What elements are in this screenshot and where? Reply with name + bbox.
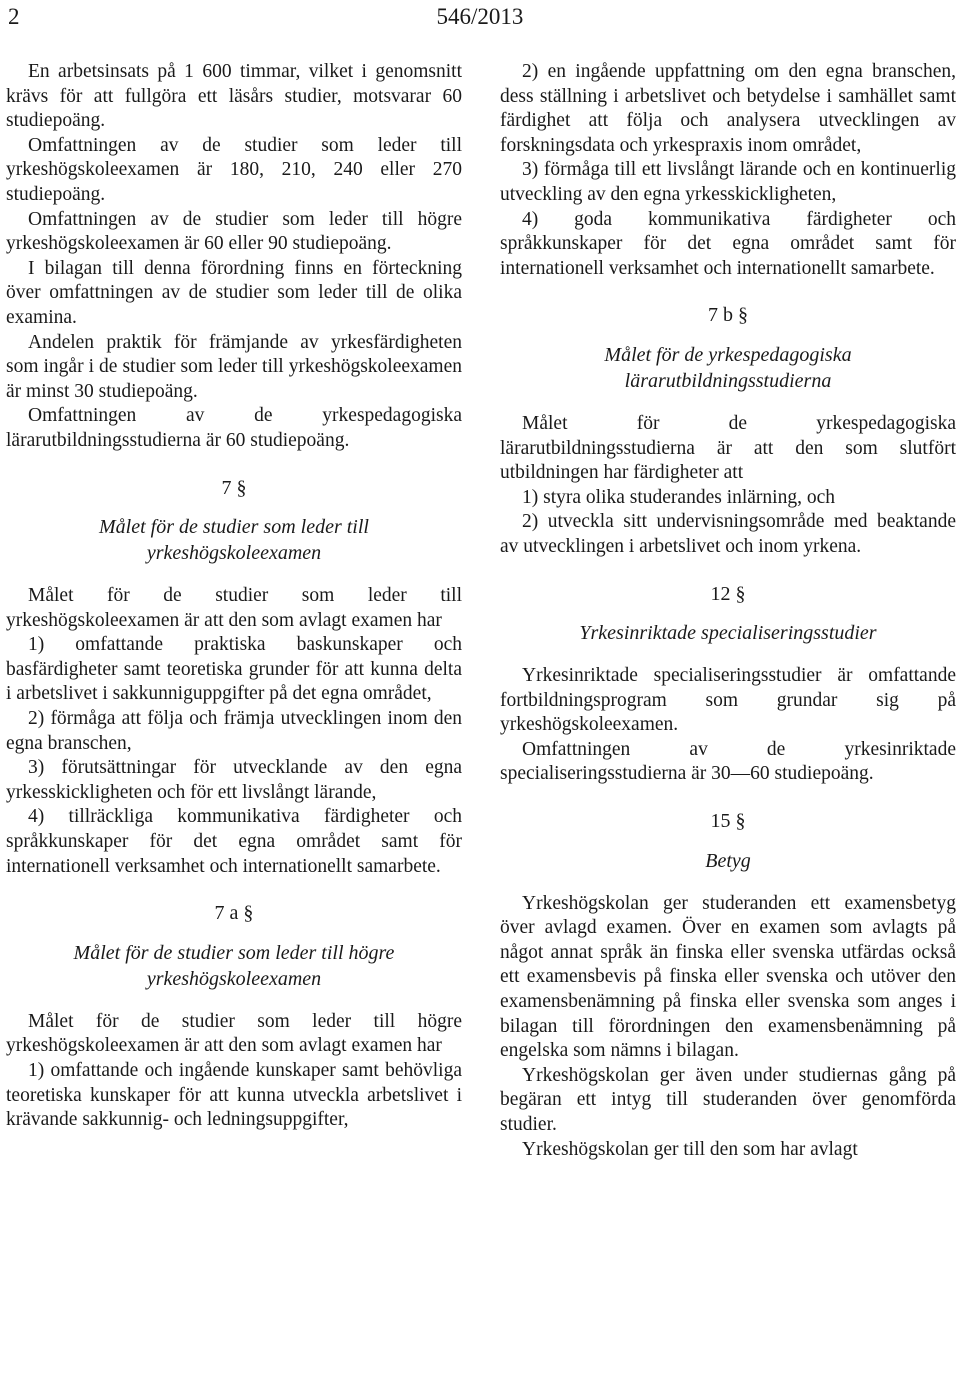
- paragraph: Andelen praktik för främjande av yrkesfärdigheten som ingår i de studier som leder till yrkeshögskoleexamen är minst 30 studiepoäng.: [6, 331, 462, 402]
- paragraph: Omfattningen av de yrkespedagogiska lärarutbildningsstudierna är 60 studiepoäng.: [6, 405, 462, 451]
- paragraph: Omfattningen av de yrkesinriktade specialiseringsstudierna är 30—60 studiepoäng.: [500, 738, 956, 785]
- section-title: [500, 342, 956, 394]
- section-number: 12 §: [710, 582, 746, 605]
- paragraph: I bilagan till denna förordning finns en förteckning över omfattningen av de studier som leder till de olika examina.: [6, 257, 462, 328]
- section-title: [500, 848, 956, 874]
- paragraph: Yrkeshögskolan ger till den som har avlagt: [522, 1138, 858, 1160]
- section-title: [6, 514, 462, 566]
- page-number: 2: [8, 4, 20, 29]
- section-number: 7 §: [221, 476, 247, 499]
- paragraph: Målet för de yrkespedagogiska lärarutbildningsstudierna är att den som slutfört utbildningen har färdigheter att: [500, 412, 956, 484]
- right-column: [500, 60, 956, 1162]
- list-item: 1) omfattande praktiska baskunskaper och basfärdigheter samt teoretiska grunder för att kunna delta i arbetslivet i sakkunniguppgifter på det egna området,: [6, 634, 462, 705]
- section-title-line: Målet för de studier som leder till: [99, 516, 369, 539]
- section-title-line: Målet för de yrkespedagogiska: [604, 343, 852, 366]
- section-number: 15 §: [710, 810, 746, 833]
- section-number: 7 b §: [708, 304, 748, 327]
- page-header: [0, 0, 960, 40]
- section-title-line: yrkeshögskoleexamen: [146, 967, 322, 990]
- paragraph: Omfattningen av de studier som leder till yrkeshögskoleexamen är 180, 210, 240 eller 270 studiepoäng.: [6, 134, 462, 205]
- paragraph: En arbetsinsats på 1 600 timmar, vilket i genomsnitt krävs för att fullgöra ett läsårs studier, motsvarar 60 studiepoäng.: [6, 61, 462, 132]
- section-title-line: Yrkesinriktade specialiseringsstudier: [579, 622, 877, 645]
- statute-number: 546/2013: [436, 4, 524, 29]
- section-title-line: yrkeshögskoleexamen: [146, 542, 322, 565]
- section-title-line: lärarutbildningsstudierna: [624, 369, 832, 392]
- section-title-line: Målet för de studier som leder till högre: [73, 941, 395, 964]
- list-item: 4) tillräckliga kommunikativa färdigheter och språkkunskaper för det egna området samt för internationell verksamhet och internationellt samarbete.: [6, 806, 462, 877]
- paragraph: Målet för de studier som leder till yrkeshögskoleexamen är att den som avlagt examen har: [6, 585, 462, 631]
- list-item: 4) goda kommunikativa färdigheter och språkkunskaper för det egna området samt för internationell verksamhet och internationellt samarbete.: [500, 208, 956, 279]
- paragraph: Omfattningen av de studier som leder till högre yrkeshögskoleexamen är 60 eller 90 studiepoäng.: [6, 208, 462, 255]
- list-item: 2) en ingående uppfattning om den egna branschen, dess ställning i arbetslivet och betydelse i samhället samt färdighet att följa och analysera utvecklingen av forskningsdata och yrkespraxis inom området,: [500, 61, 956, 156]
- paragraph: Målet för de studier som leder till högre yrkeshögskoleexamen är att den som avlagt examen har: [6, 1010, 462, 1057]
- list-item: 1) styra olika studerandes inlärning, och: [522, 486, 835, 508]
- list-item: 1) omfattande och ingående kunskaper samt behövliga teoretiska kunskaper för att kunna utveckla arbetslivet i krävande sakkunnig- och ledningsuppgifter,: [6, 1060, 462, 1131]
- section-title: [500, 620, 956, 646]
- section-title-line: Betyg: [705, 849, 751, 872]
- list-item: 3) förutsättningar för utvecklande av den egna yrkesskickligheten och för ett livslångt lärande,: [6, 757, 462, 803]
- paragraph: Yrkeshögskolan ger även under studiernas gång på begäran ett intyg till studeranden över genomförda studier.: [500, 1064, 956, 1135]
- paragraph: Yrkeshögskolan ger studeranden ett examensbetyg över avlagd examen. Över en examen som avlagts på något annat språk än finska eller svenska utfärdas också ett examensbevis på finska eller svenska och utöver den examensbenämning på finska eller svenska som anges i bilagan till förordningen den examensbenämning på engelska som nämns i bilagan.: [500, 892, 956, 1062]
- left-column: [6, 60, 462, 1133]
- section-number: 7 a §: [214, 902, 254, 925]
- list-item: 2) utveckla sitt undervisningsområde med beaktande av utvecklingen i arbetslivet och inom yrkena.: [500, 511, 956, 557]
- list-item: 3) förmåga till ett livslångt lärande och en kontinuerlig utveckling av den egna yrkesskickligheten,: [500, 159, 956, 205]
- list-item: 2) förmåga att följa och främja utvecklingen inom den egna branschen,: [6, 708, 462, 754]
- section-title: [6, 940, 462, 992]
- paragraph: Yrkesinriktade specialiseringsstudier är omfattande fortbildningsprogram som grundar sig på yrkeshögskoleexamen.: [500, 665, 956, 736]
